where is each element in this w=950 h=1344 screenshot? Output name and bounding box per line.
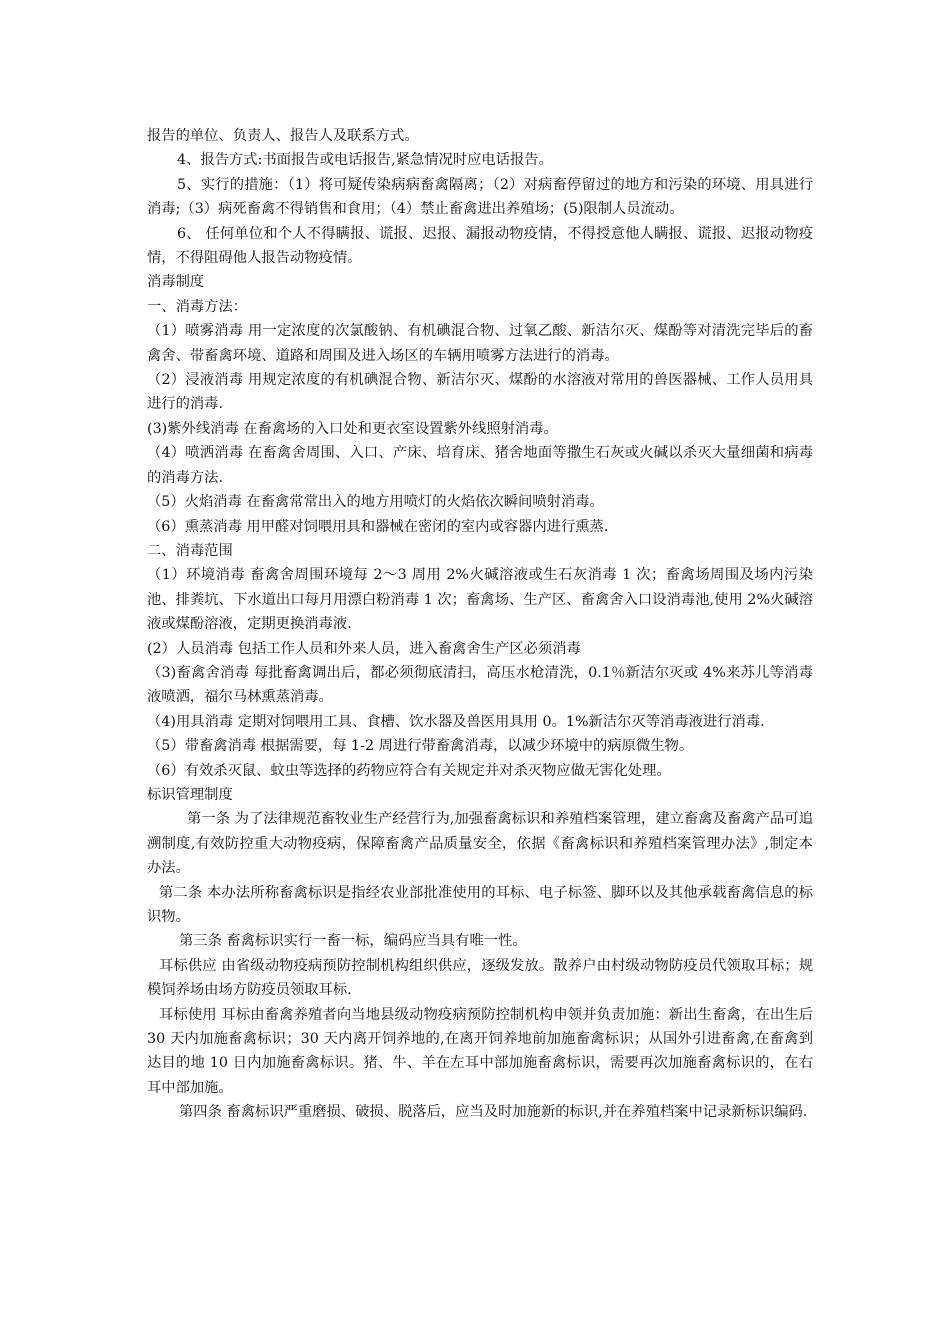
section-title-disinfection: 消毒制度 [147,274,205,291]
paragraph-no-concealment: 6、 任何单位和个人不得瞒报、谎报、迟报、漏报动物疫情，不得授意他人瞒报、谎报、迟报动物疫情，不得阻碍他人报告动物疫情。 [147,225,813,267]
article-2: 第二条 本办法所称畜禽标识是指经农业部批准使用的耳标、电子标签、脚环以及其他承载畜禽信息的标识物。 [147,884,813,925]
paragraph-measures: 5、实行的措施：（1）将可疑传染病病畜禽隔离；（2）对病畜停留过的地方和污染的环境、用具进行消毒;（3）病死畜禽不得销售和食用；（4）禁止畜禽进出养殖场；(5)限制人员流动。 [147,176,813,218]
paragraph-report-method: 4、报告方式:书面报告或电话报告,紧急情况时应电话报告。 [177,152,553,169]
paragraph-report-contact: 报告的单位、负责人、报告人及联系方式。 [147,128,419,144]
list-item-immersion: （2）浸液消毒 用规定浓度的有机碘混合物、新洁尔灭、煤酚的水溶液对常用的兽医器械、工作人员用具进行的消毒. [147,372,813,413]
article-3: 第三条 畜禽标识实行一畜一标，编码应当具有唯一性。 [179,933,527,950]
list-item-sprinkle: （4）喷洒消毒 在畜禽舍周围、入口、产床、培育床、猪舍地面等撒生石灰或火碱以杀灭大量细菌和病毒的消毒方法. [147,445,813,486]
article-1: 第一条 为了法律规范畜牧业生产经营行为,加强畜禽标识和养殖档案管理，建立畜禽及畜禽产品可追溯制度,有效防控重大动物疫病，保障畜禽产品质量安全，依据《畜禽标识和养殖档案管理办法》,制定本办法。 [147,811,813,877]
list-item-uv: (3)紫外线消毒 在畜禽场的入口处和更衣室设置紫外线照射消毒。 [147,420,558,437]
subsection-title-methods: 一、消毒方法： [147,298,248,315]
list-item-personnel: (2）人员消毒 包括工作人员和外来人员，进入畜禽舍生产区必须消毒 [147,640,581,657]
list-item-pest-control: （6）有效杀灭鼠、蚊虫等选择的药物应符合有关规定并对杀灭物应做无害化处理。 [147,762,671,779]
list-item-tools: （4)用具消毒 定期对饲喂用工具、食槽、饮水器及兽医用具用 0。1%新洁尔灭等消毒液进行消毒. [147,713,765,730]
list-item-flame: （5）火焰消毒 在畜禽常常出入的地方用喷灯的火焰依次瞬间喷射消毒。 [147,494,604,511]
section-title-identification: 标识管理制度 [147,786,233,803]
document-page [147,124,813,1125]
list-item-fumigation: （6）熏蒸消毒 用甲醛对饲喂用具和器械在密闭的室内或容器内进行熏蒸. [147,518,609,535]
list-item-with-livestock: （5）带畜禽消毒 根据需要，每 1-2 周进行带畜禽消毒，以减少环境中的病原微生物。 [147,738,694,755]
list-item-spray: （1）喷雾消毒 用一定浓度的次氯酸钠、有机碘混合物、过氧乙酸、新洁尔灭、煤酚等对清洗完毕后的畜禽舍、带畜禽环境、道路和周围及进入场区的车辆用喷雾方法进行的消毒。 [147,323,813,364]
list-item-environment: （1）环境消毒 畜禽舍周围环境每 2～3 周用 2%火碱溶液或生石灰消毒 1 次；畜禽场周围及场内污染池、排粪坑、下水道出口每月用漂白粉消毒 1 次；畜禽场、生产区、畜禽舍入口设消毒池,使用 2%火碱溶液或煤酚溶液，定期更换消毒液. [147,567,813,633]
subsection-title-scope: 二、消毒范围 [147,542,233,559]
article-4: 第四条 畜禽标识严重磨损、破损、脱落后，应当及时加施新的标识,并在养殖档案中记录新标识编码. [179,1104,808,1121]
ear-tag-supply: 耳标供应 由省级动物疫病预防控制机构组织供应，逐级发放。散养户由村级动物防疫员代领取耳标；规模饲养场由场方防疫员领取耳标. [147,957,813,999]
list-item-housing: （3)畜禽舍消毒 每批畜禽调出后，都必须彻底清扫，高压水枪清洗，0.1％新洁尔灭或 4%来苏儿等消毒液喷洒，福尔马林熏蒸消毒。 [147,664,813,706]
ear-tag-usage: 耳标使用 耳标由畜禽养殖者向当地县级动物疫病预防控制机构申领并负责加施：新出生畜禽，在出生后 30 天内加施畜禽标识；30 天内离开饲养地的,在离开饲养地前加施畜禽标识；从国外引进畜禽,在畜禽到达目的地 10 日内加施畜禽标识。猪、牛、羊在左耳中部加施畜禽标识，需要再次加施畜禽标识的，在右耳中部加施。 [147,1006,813,1096]
